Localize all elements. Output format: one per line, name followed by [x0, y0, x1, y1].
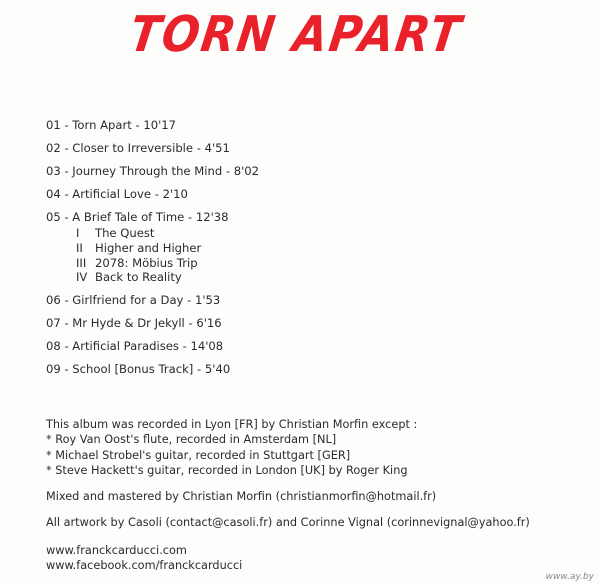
track-05-part-4: [46, 270, 259, 285]
facebook-link: www.facebook.com/franckcarducci: [46, 559, 243, 573]
track-05-part-1: [46, 226, 259, 241]
recording-note: This album was recorded in Lyon [FR] by Christian Morfin except :: [46, 418, 418, 431]
recording-exception: * Steve Hackett's guitar, recorded in London [UK] by Roger King: [46, 463, 408, 477]
part-name: 2078: Möbius Trip: [95, 255, 198, 270]
part-name: Higher and Higher: [95, 240, 202, 255]
recording-exception: * Michael Strobel's guitar, recorded in Stuttgart [GER]: [46, 448, 351, 462]
part-number: I: [76, 226, 80, 240]
track-05-part-3: [46, 256, 259, 271]
track-06: 06 - Girlfriend for a Day - 1'53: [46, 293, 221, 308]
track-05: 05 - A Brief Tale of Time - 12'38: [46, 210, 229, 224]
part-name: The Quest: [95, 226, 155, 240]
track-04: 04 - Artificial Love - 2'10: [46, 187, 188, 201]
part-number: III: [76, 255, 87, 270]
track-02: 02 - Closer to Irreversible - 4'51: [46, 141, 230, 155]
track-09: 09 - School [Bonus Track] - 5'40: [46, 362, 231, 377]
track-08: 08 - Artificial Paradises - 14'08: [46, 339, 224, 354]
track-03: 03 - Journey Through the Mind - 8'02: [46, 164, 260, 178]
tracklist: [46, 118, 259, 376]
track-05-part-2: [46, 241, 259, 256]
part-number: IV: [76, 270, 88, 285]
website-link: www.franckcarducci.com: [46, 543, 187, 557]
artwork-credit: All artwork by Casoli (contact@casoli.fr) and Corinne Vignal (corinnevignal@yahoo.fr): [46, 516, 530, 530]
part-number: II: [76, 240, 83, 255]
track-01: 01 - Torn Apart - 10'17: [46, 118, 177, 132]
mixing-credit: Mixed and mastered by Christian Morfin (christianmorfin@hotmail.fr): [46, 490, 437, 504]
recording-exception: * Roy Van Oost's flute, recorded in Amsterdam [NL]: [46, 433, 337, 447]
watermark: www.ay.by: [545, 572, 594, 582]
credits: [46, 417, 530, 573]
track-07: 07 - Mr Hyde & Dr Jekyll - 6'16: [46, 316, 222, 331]
album-title: TORN APART: [126, 6, 466, 64]
part-name: Back to Reality: [95, 270, 182, 285]
